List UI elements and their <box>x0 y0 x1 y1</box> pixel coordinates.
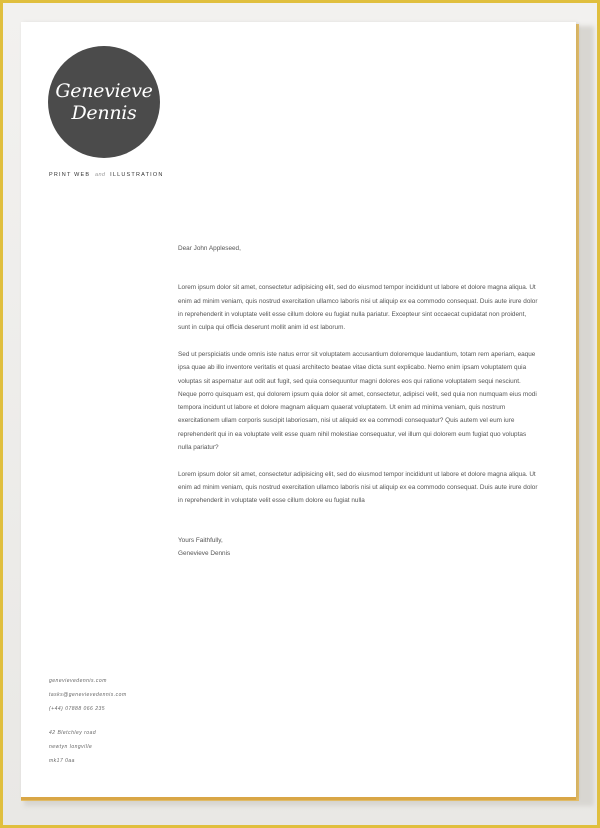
contact-phone: (+44) 07888 066 235 <box>49 706 106 712</box>
logo-last-name: Dennis <box>71 102 137 124</box>
closing-phrase: Yours Faithfully, <box>178 536 223 544</box>
tagline-and: and <box>95 172 106 178</box>
paper-edge <box>21 797 576 800</box>
letter-paragraph: Lorem ipsum dolor sit amet, consectetur adipisicing elit, sed do eiusmod tempor incididunt ut labore et dolore magna aliqua. Ut enim ad minim veniam, quis nostrud exercitation ullamco laboris nisi ut aliquip ex ea commodo consequat. Duis aute irure dolor in reprehenderit in voluptate velit esse cillum dolore eu fugiat nulla <box>178 470 538 505</box>
tagline-services-right: ILLUSTRATION <box>110 172 164 178</box>
brand-logo <box>48 46 160 158</box>
logo-first-name: Genevieve <box>55 80 153 102</box>
brand-tagline <box>49 172 164 178</box>
tagline-services-left: PRINT WEB <box>49 172 91 178</box>
letter-paragraph: Sed ut perspiciatis unde omnis iste natus error sit voluptatem accusantium doloremque laudantium, totam rem aperiam, eaque ipsa quae ab illo inventore veritatis et quasi architecto beatae vitae dicta sunt explicabo. Nemo enim ipsam voluptatem quia voluptas sit aspernatur aut odit aut fugit, sed quia consequuntur magni dolores eos qui ratione voluptatem sequi nesciunt. Neque porro quisquam est, qui dolorem ipsum quia dolor sit amet, consectetur, adipisci velit, sed quia non numquam eius modi tempora incidunt ut labore et dolore magnam aliquam quaerat voluptatem. Ut enim ad minima veniam, quis nostrum exercitationem ullam corporis suscipit laboriosam, nisi ut aliquid ex ea commodi consequatur? Quis autem vel eum iure reprehenderit qui in ea voluptate velit esse quam nihil molestiae consequatur, vel illum qui dolorem eum fugiat quo voluptas nulla pariatur? <box>178 350 537 452</box>
letter-body <box>178 242 538 560</box>
letter-greeting: Dear John Appleseed, <box>178 245 241 252</box>
contact-website: genevievedennis.com <box>49 678 107 684</box>
letter-closing <box>178 534 538 560</box>
signature-name: Genevieve Dennis <box>178 549 231 557</box>
contact-address-line: newtyn longville <box>49 744 93 750</box>
contact-spacer <box>49 716 127 726</box>
contact-details <box>49 674 127 768</box>
letterhead-sheet <box>21 22 576 798</box>
contact-email: tasks@genevievedennis.com <box>49 692 127 698</box>
contact-address-line: 42 Bletchley road <box>49 730 97 736</box>
contact-address-line: mk17 0aa <box>49 758 75 764</box>
letter-paragraph: Lorem ipsum dolor sit amet, consectetur adipisicing elit, sed do eiusmod tempor incididunt ut labore et dolore magna aliqua. Ut enim ad minim veniam, quis nostrud exercitation ullamco laboris nisi ut aliquip ex ea commodo consequat. Duis aute irure dolor in reprehenderit in voluptate velit esse cillum dolore eu fugiat nulla pariatur. Excepteur sint occaecat cupidatat non proident, sunt in culpa qui officia deserunt mollit anim id est laborum. <box>178 284 538 332</box>
